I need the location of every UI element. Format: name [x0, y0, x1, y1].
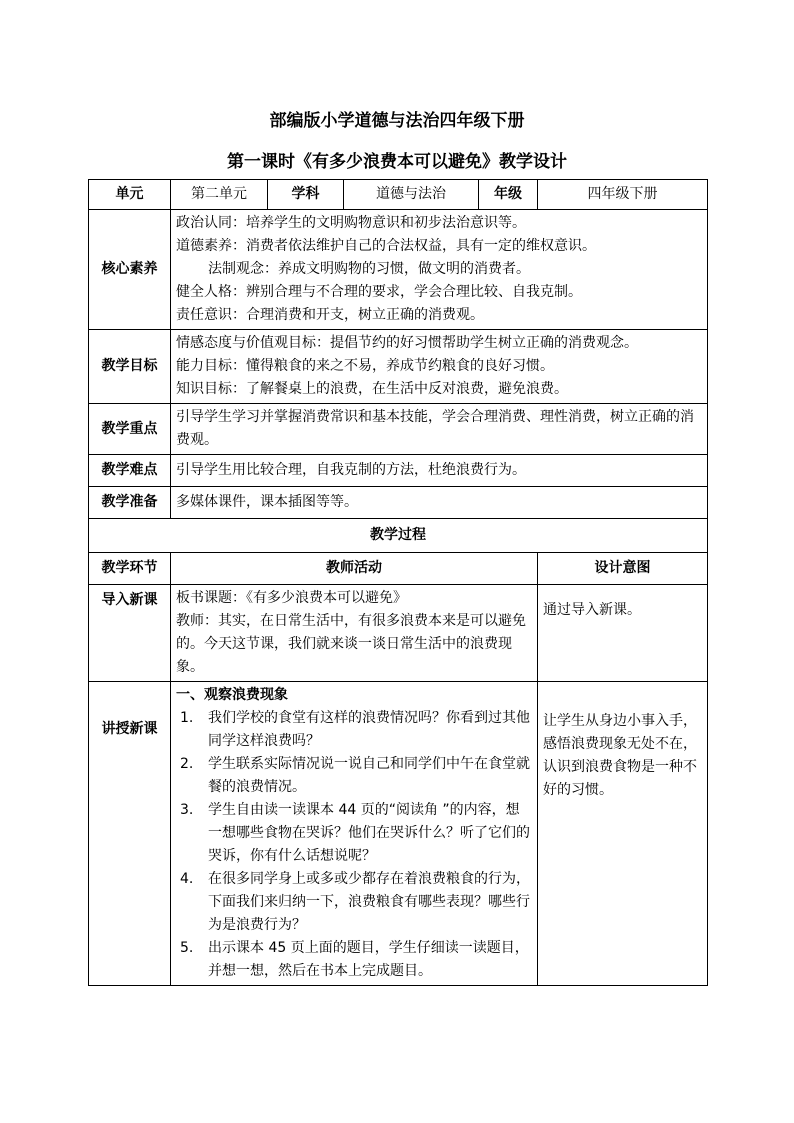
- list-item: 1. 我们学校的食堂有这样的浪费情况吗？你看到过其他同学这样浪费吗？: [180, 710, 530, 749]
- steps-list: [176, 707, 532, 983]
- col-stage-header: 教学环节: [89, 553, 171, 585]
- document-subtitle: 第一课时《有多少浪费本可以避免》教学设计: [227, 152, 567, 172]
- preparation-label: 教学准备: [89, 487, 171, 519]
- activity-lecture: [171, 682, 538, 986]
- core-line: 法制观念：养成文明购物的习惯，做文明的消费者。: [208, 261, 530, 277]
- stage-intro: 导入新课: [89, 585, 171, 682]
- grade-value: 四年级下册: [538, 180, 708, 210]
- preparation-content: 多媒体课件，课本插图等等。: [171, 487, 708, 519]
- core-line: 政治认同：培养学生的文明购物意识和初步法治意识等。: [176, 215, 526, 231]
- difficulties-row: [89, 455, 708, 487]
- process-heading: 教学过程: [89, 519, 708, 553]
- key-points-content: 引导学生学习并掌握消费常识和基本技能，学会合理消费、理性消费，树立正确的消费观。: [171, 404, 708, 455]
- key-points-label: 教学重点: [89, 404, 171, 455]
- subject-value: 道德与法治: [344, 180, 479, 210]
- list-item: 5. 出示课本 45 页上面的题目，学生仔细读一读题目，并想一想，然后在书本上完成题目。: [180, 940, 529, 979]
- teaching-goals-label: 教学目标: [89, 330, 171, 404]
- core-literacy-content: [171, 210, 708, 330]
- document-title: 部编版小学道德与法治四年级下册: [269, 111, 525, 131]
- core-line: 道德素养：消费者依法维护自己的合法权益，具有一定的维权意识。: [176, 238, 596, 254]
- intent-intro: 通过导入新课。: [538, 585, 708, 682]
- teaching-goals-row: [89, 330, 708, 404]
- list-item: 4. 在很多同学身上或多或少都存在着浪费粮食的行为，下面我们来归纳一下，浪费粮食有哪些表现？哪些行为是浪费行为？: [180, 871, 530, 933]
- core-line: 健全人格：辨别合理与不合理的要求，学会合理比较、自我克制。: [176, 284, 582, 300]
- grade-label: 年级: [479, 180, 538, 210]
- process-row-lecture: [89, 682, 708, 986]
- difficulties-content: 引导学生用比较合理，自我克制的方法，杜绝浪费行为。: [171, 455, 708, 487]
- core-literacy-label: 核心素养: [89, 210, 171, 330]
- core-literacy-row: [89, 210, 708, 330]
- difficulties-label: 教学难点: [89, 455, 171, 487]
- process-row-intro: [89, 585, 708, 682]
- goal-line: 能力目标：懂得粮食的来之不易，养成节约粮食的良好习惯。: [176, 358, 554, 374]
- list-item: 3. 学生自由读一读课本 44 页的“阅读角 ”的内容，想一想哪些食物在哭诉？他们在哭诉什么？听了它们的哭诉，你有什么话想说呢？: [180, 802, 530, 864]
- info-row: [89, 180, 708, 210]
- subject-label: 学科: [268, 180, 344, 210]
- core-line: 责任意识：合理消费和开支，树立正确的消费观。: [176, 307, 484, 323]
- unit-label: 单元: [89, 180, 171, 210]
- col-teacher-header: 教师活动: [171, 553, 538, 585]
- activity-line: 板书课题：《有多少浪费本可以避免》: [176, 590, 407, 606]
- intent-lecture: 让学生从身边小事入手，感悟浪费现象无处不在，认识到浪费食物是一种不好的习惯。: [538, 682, 708, 986]
- goal-line: 知识目标：了解餐桌上的浪费，在生活中反对浪费，避免浪费。: [176, 381, 568, 397]
- teaching-goals-content: [171, 330, 708, 404]
- goal-line: 情感态度与价值观目标：提倡节约的好习惯帮助学生树立正确的消费观念。: [176, 335, 638, 351]
- stage-lecture: 讲授新课: [89, 682, 171, 986]
- activity-intro: [171, 585, 538, 682]
- unit-value: 第二单元: [171, 180, 268, 210]
- process-heading-row: [89, 519, 708, 553]
- activity-line: 教师：其实，在日常生活中，有很多浪费本来是可以避免的。今天这节课，我们就来谈一谈日常生活中的浪费现象。: [176, 613, 526, 675]
- section-title: 一、观察浪费现象: [176, 687, 288, 703]
- key-points-row: [89, 404, 708, 455]
- preparation-row: [89, 487, 708, 519]
- lesson-plan-table: [88, 179, 708, 986]
- col-intent-header: 设计意图: [538, 553, 708, 585]
- process-header-row: [89, 553, 708, 585]
- list-item: 2. 学生联系实际情况说一说自己和同学们中午在食堂就餐的浪费情况。: [180, 756, 530, 795]
